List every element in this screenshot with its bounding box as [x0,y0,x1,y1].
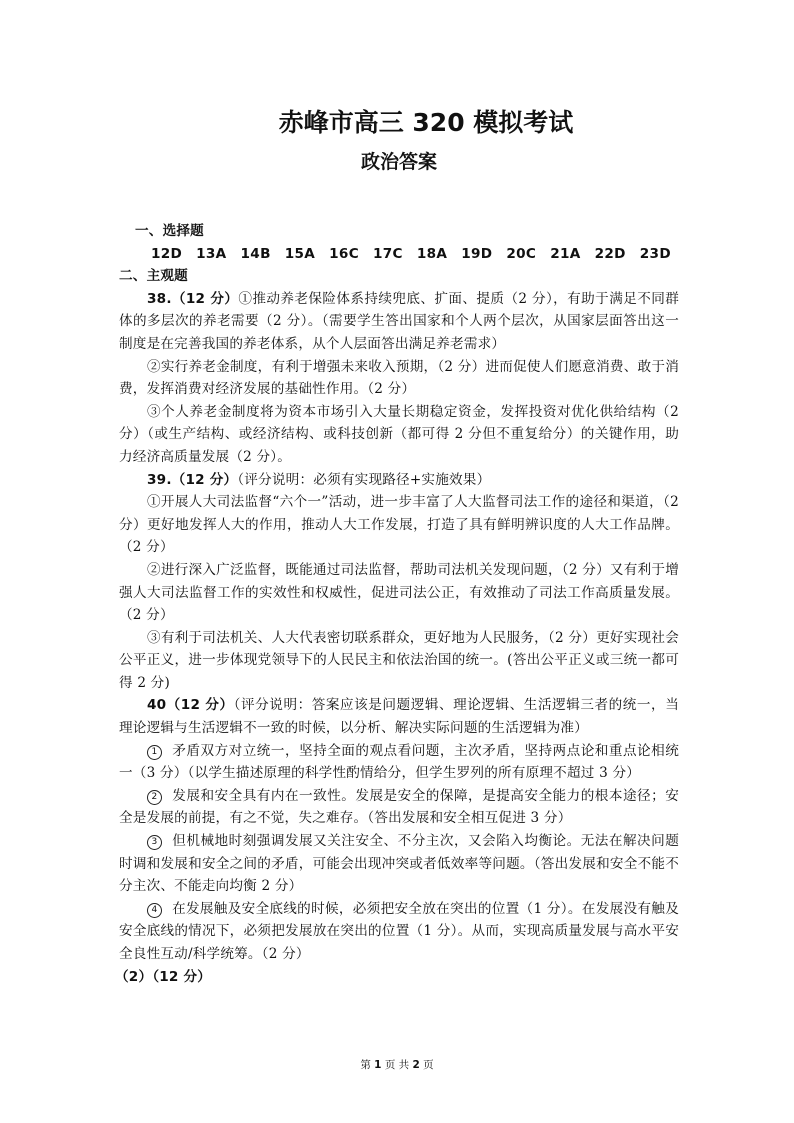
answer-item: 21A [550,245,581,262]
circled-number-2: 2 [147,790,162,805]
q40-note: （评分说明：答案应该是问题逻辑、理论逻辑、生活逻辑三者的统一，当理论逻辑与生活逻辑不一致的时候，以分析、解决实际问题的生活逻辑为准） [119,697,679,737]
q40-item-4: 4 在发展触及安全底线的时候，必须把安全放在突出的位置（1 分）。在发展没有触及安全底线的情况下，必须把发展放在突出的位置（1 分）。从而，实现高质量发展与高水平安全良性互动/科学统筹。（2 分） [119,900,679,962]
answer-item: 23D [639,245,671,262]
answer-item: 16C [329,245,359,262]
q38-label: 38.（12 分） [147,290,239,307]
q39-label: 39.（12 分） [147,471,238,488]
section-choice-heading: 一、选择题 [135,223,204,239]
circled-number-1: 1 [147,745,162,760]
answer-item: 17C [373,245,403,262]
q38-paragraph-2: ②实行养老金制度，有利于增强未来收入预期，（2 分）进而促使人们愿意消费、敢于消费，发挥消费对经济发展的基础性作用。（2 分） [119,358,679,398]
circled-number-4: 4 [147,903,162,918]
answer-item: 12D [151,245,183,262]
q40-subquestion-2: （2）（12 分） [115,968,212,985]
exam-title: 赤峰市高三 320 模拟考试 [278,108,574,137]
q39-paragraph-2: ②进行深入广泛监督，既能通过司法监督，帮助司法机关发现问题，（2 分）又有利于增强人大司法监督工作的实效性和权威性，促进司法公正，有效推动了司法工作高质量发展。（2 分） [119,561,679,624]
section-subjective-heading: 二、主观题 [119,268,188,285]
answer-item: 18A [416,245,448,262]
answer-item: 20C [506,245,537,262]
answer-item: 22D [594,245,626,262]
circled-number-3: 3 [147,835,162,850]
q40-item-2: 2 发展和安全具有内在一致性。发展是安全的保障，是提高安全能力的根本途径；安全是发展的前提，有之不觉，失之难存。（答出发展和安全相互促进 3 分） [119,787,679,827]
answer-item: 19D [461,245,493,262]
answer-item: 13A [196,245,227,262]
answer-body [115,220,679,988]
q38-paragraph-3: ③个人养老金制度将为资本市场引入大量长期稳定资金，发挥投资对优化供给结构（2 分）（或生产结构、或经济结构、或科技创新（都可得 2 分但不重复给分）的关键作用，助力经济高质量发展（2 分）。 [119,403,679,465]
q40-heading [119,694,679,739]
q39-heading [119,469,679,492]
q38-paragraph-1: 38.（12 分）①推动养老保险体系持续兜底、扩面、提质（2 分），有助于满足不同群体的多层次的养老需要（2 分）。（需要学生答出国家和个人两个层次，从国家层面答出这一制度是在完善我国的养老体系，从个人层面答出满足养老需求） [119,290,679,352]
answer-item: 15A [284,245,316,262]
choice-answers [119,243,679,266]
q40-item-3: 3 但机械地时刻强调发展又关注安全、不分主次，又会陷入均衡论。无法在解决问题时调和发展和安全之间的矛盾，可能会出现冲突或者低效率等问题。（答出发展和安全不能不分主次、不能走向均衡 2 分） [119,833,679,895]
page-footer: 第 1 页 共 2 页 [360,1059,434,1071]
exam-subtitle: 政治答案 [360,151,437,173]
q39-paragraph-3: ③有利于司法机关、人大代表密切联系群众，更好地为人民服务，（2 分）更好实现社会公平正义，进一步体现党领导下的人民民主和依法治国的统一。(答出公平正义或三统一都可得 2 分) [119,629,679,691]
answer-item: 14B [240,245,271,262]
q40-item-1: 1 矛盾双方对立统一，坚持全面的观点看问题，主次矛盾，坚持两点论和重点论相统一（3 分）（以学生描述原理的科学性酌情给分，但学生罗列的所有原理不超过 3 分） [119,742,679,782]
q40-label: 40（12 分） [147,697,234,714]
q39-paragraph-1: ①开展人大司法监督“六个一”活动，进一步丰富了人大监督司法工作的途径和渠道，（2 分）更好地发挥人大的作用，推动人大工作发展，打造了具有鲜明辨识度的人大工作品牌。（2 分） [119,494,679,556]
total-page-number: 2 [412,1059,420,1071]
current-page-number: 1 [374,1059,382,1071]
q39-note: （评分说明：必须有实现路径+实施效果） [237,471,491,488]
